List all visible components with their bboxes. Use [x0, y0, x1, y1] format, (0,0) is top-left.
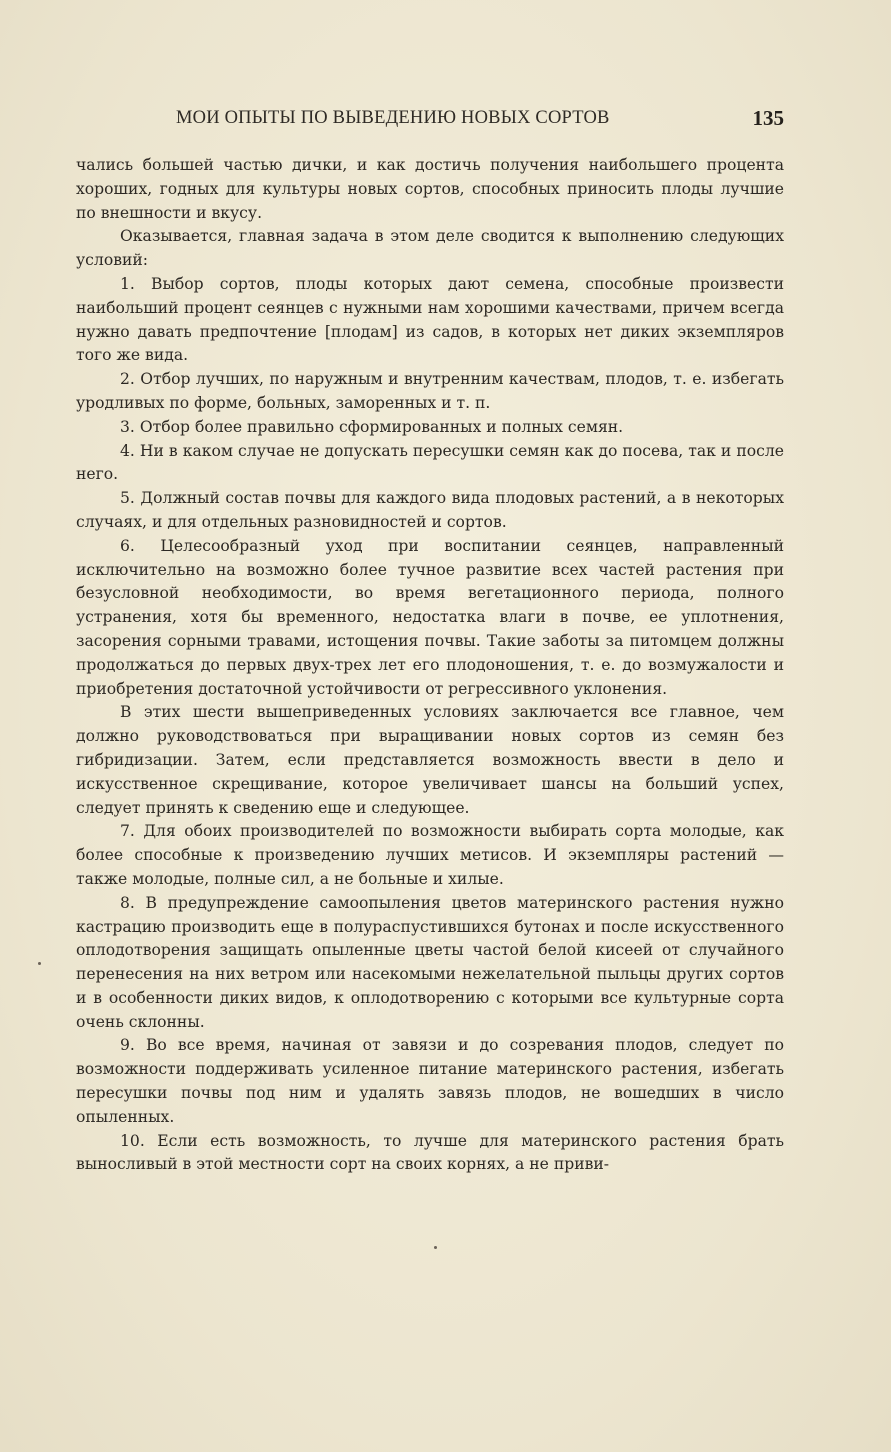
list-item-7: 7. Для обоих производителей по возможности выбирать сорта молодые, как более способные к произведению лучших метисов. И экземпляры растений — также молодые, полные сил, а не больные и хилые.	[76, 822, 784, 888]
list-item-2: 2. Отбор лучших, по наружным и внутренним качествам, плодов, т. е. избегать уродливых по форме, больных, заморенных и т. п.	[76, 370, 784, 412]
list-item-8: 8. В предупреждение самоопыления цветов материнского растения нужно кастрацию производить еще в полураспустившихся бутонах и после искусственного оплодотворения защищать опыленные цветы частой белой кисеей от случайного перенесения на них ветром или насекомыми нежелательной пыльцы других сортов и в особенности диких видов, к оплодотворению с которыми все культурные сорта очень склонны.	[76, 893, 784, 1031]
page-number: 135	[752, 106, 784, 130]
page-header	[78, 104, 784, 134]
margin-speck	[38, 962, 41, 965]
list-item-1: 1. Выбор сортов, плоды которых дают семена, способные произвести наибольший процент сеянцев с нужными нам хорошими качествами, причем всегда нужно давать предпочтение [плодам] из садов, в которых нет диких экземпляров того же вида.	[76, 274, 784, 365]
bottom-speck	[434, 1246, 437, 1249]
body-text	[76, 154, 784, 1177]
paragraph-summary: В этих шести вышеприведенных условиях заключается все главное, чем должно руководствоваться при выращивании новых сортов из семян без гибридизации. Затем, если представляется возможность ввести в дело и искусственное скрещивание, которое увеличивает шансы на больший успех, следует принять к сведению еще и следующее.	[76, 703, 784, 817]
list-item-9: 9. Во все время, начиная от завязи и до созревания плодов, следует по возможности поддерживать усиленное питание материнского растения, избегать пересушки почвы под ним и удалять завязь плодов, не вошедших в число опыленных.	[76, 1036, 784, 1126]
running-head: МОИ ОПЫТЫ ПО ВЫВЕДЕНИЮ НОВЫХ СОРТОВ	[176, 108, 610, 128]
paragraph-continuation: чались большей частью дички, и как достичь получения наибольшего процента хороших, годных для культуры новых сортов, способных приносить плоды лучшие по внешности и вкусу.	[76, 156, 784, 222]
paragraph-intro: Оказывается, главная задача в этом деле сводится к выполнению следующих условий:	[76, 227, 784, 270]
list-item-6: 6. Целесообразный уход при воспитании сеянцев, направленный исключительно на возможно более тучное развитие всех частей растения при безусловной необходимости, во время вегетационного периода, полного устранения, хотя бы временного, недостатка влаги в почве, ее уплотнения, засорения сорными травами, истощения почвы. Такие заботы за питомцем должны продолжаться до первых двух-трех лет его плодоношения, т. е. до возмужалости и приобретения достаточной устойчивости от регрессивного уклонения.	[76, 536, 784, 698]
list-item-3: 3. Отбор более правильно сформированных и полных семян.	[120, 417, 624, 436]
list-item-4: 4. Ни в каком случае не допускать пересушки семян как до посева, так и после него.	[76, 441, 784, 484]
list-item-10: 10. Если есть возможность, то лучше для материнского растения брать выносливый в этой местности сорт на своих корнях, а не приви-	[76, 1131, 784, 1174]
list-item-5: 5. Должный состав почвы для каждого вида плодовых растений, а в некоторых случаях, и для отдельных разновидностей и сортов.	[76, 489, 784, 531]
